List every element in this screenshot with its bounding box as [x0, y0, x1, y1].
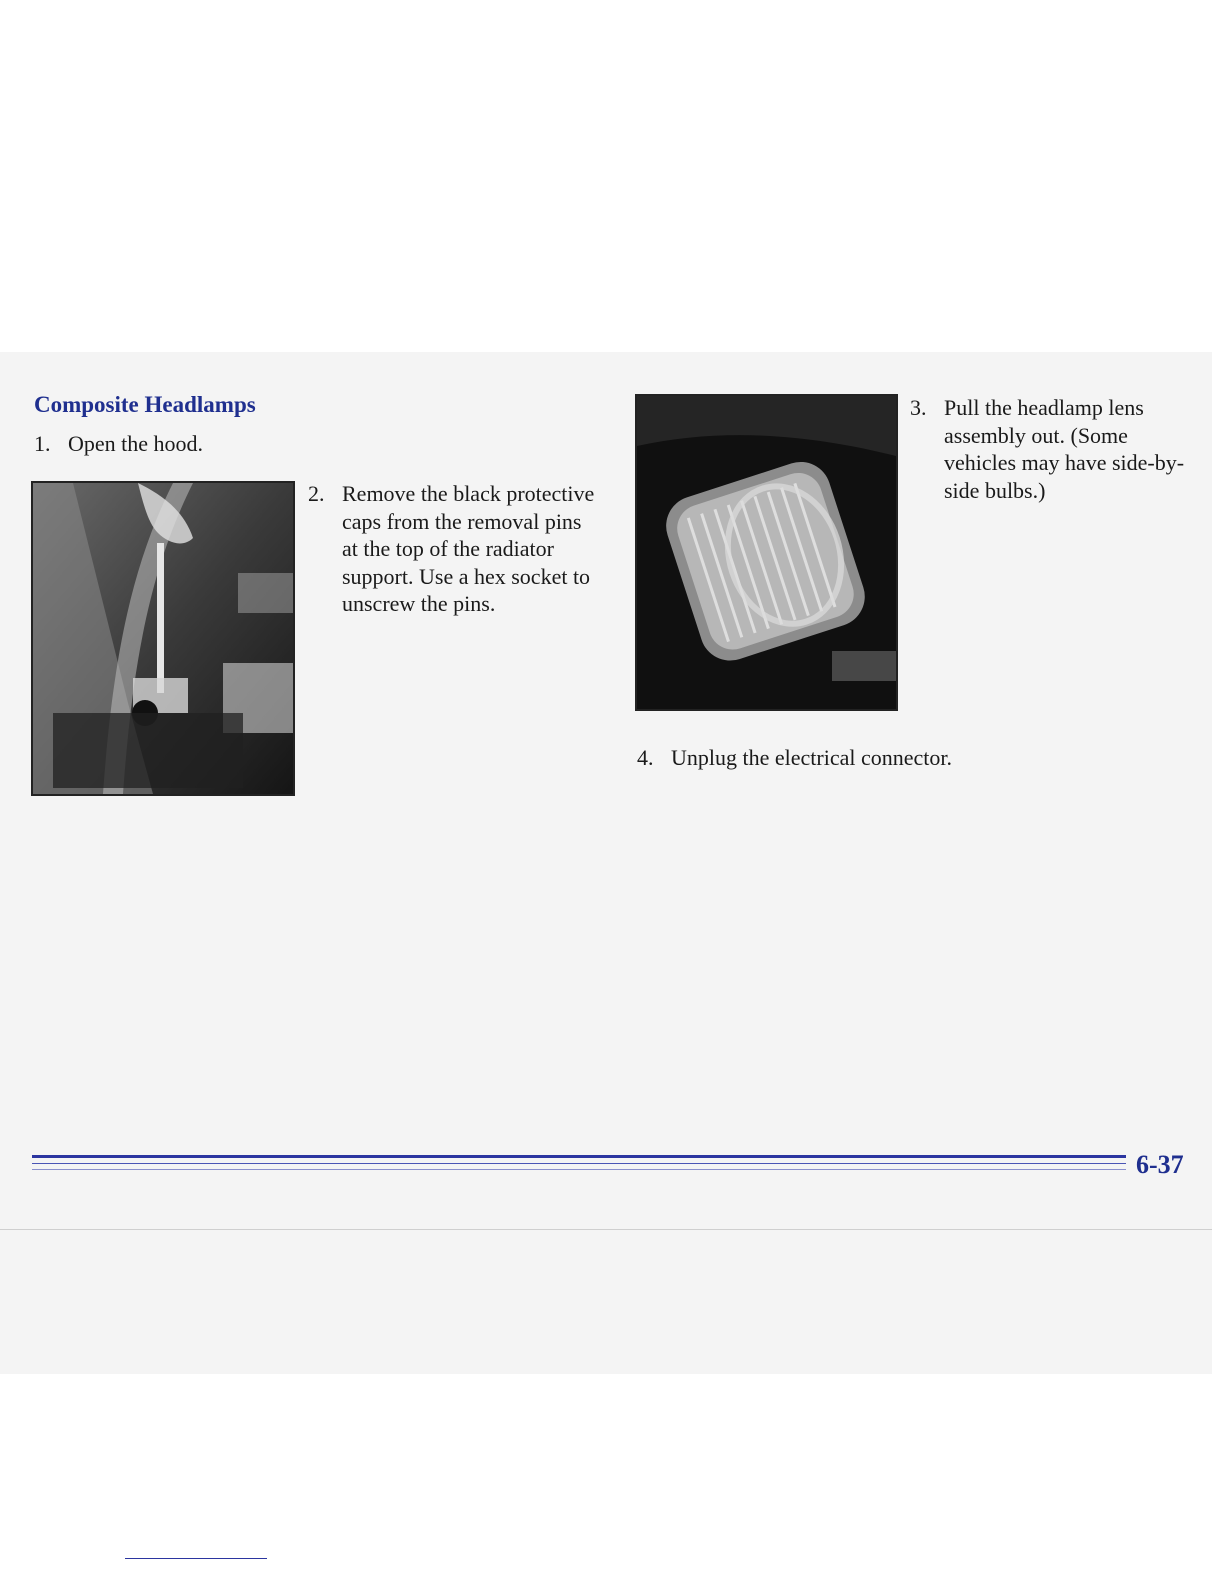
step-3-text: Pull the headlamp lens assembly out. (Some vehicles may have side-by-side bulbs.): [944, 395, 1185, 503]
headlamp-assembly-illustration: [637, 396, 896, 709]
section-heading: Composite Headlamps: [34, 392, 256, 417]
footnote-rule: [125, 1558, 267, 1559]
footer-rule-thin: [32, 1163, 1126, 1164]
step-1-text: Open the hood.: [68, 431, 204, 456]
radiator-support-illustration: [33, 483, 293, 794]
step-1-number: 1.: [34, 431, 51, 456]
footer-rule-faint: [32, 1169, 1126, 1170]
step-2: [308, 480, 598, 618]
step-1: [34, 430, 314, 458]
headlamp-assembly-photo: [635, 394, 898, 711]
step-2-number: 2.: [308, 481, 325, 506]
step-4-text: Unplug the electrical connector.: [671, 745, 952, 770]
step-3-number: 3.: [910, 395, 927, 420]
footer-rule-thick: [32, 1155, 1126, 1158]
radiator-support-photo: [31, 481, 295, 796]
step-2-text: Remove the black protective caps from the removal pins at the top of the radiator support. Use a hex socket to unscrew the pins.: [342, 481, 595, 616]
step-4-number: 4.: [637, 745, 654, 770]
scan-divider: [0, 1229, 1212, 1230]
step-3: [910, 394, 1190, 504]
step-4: [637, 744, 1057, 772]
page-number: 6-37: [1136, 1150, 1184, 1179]
